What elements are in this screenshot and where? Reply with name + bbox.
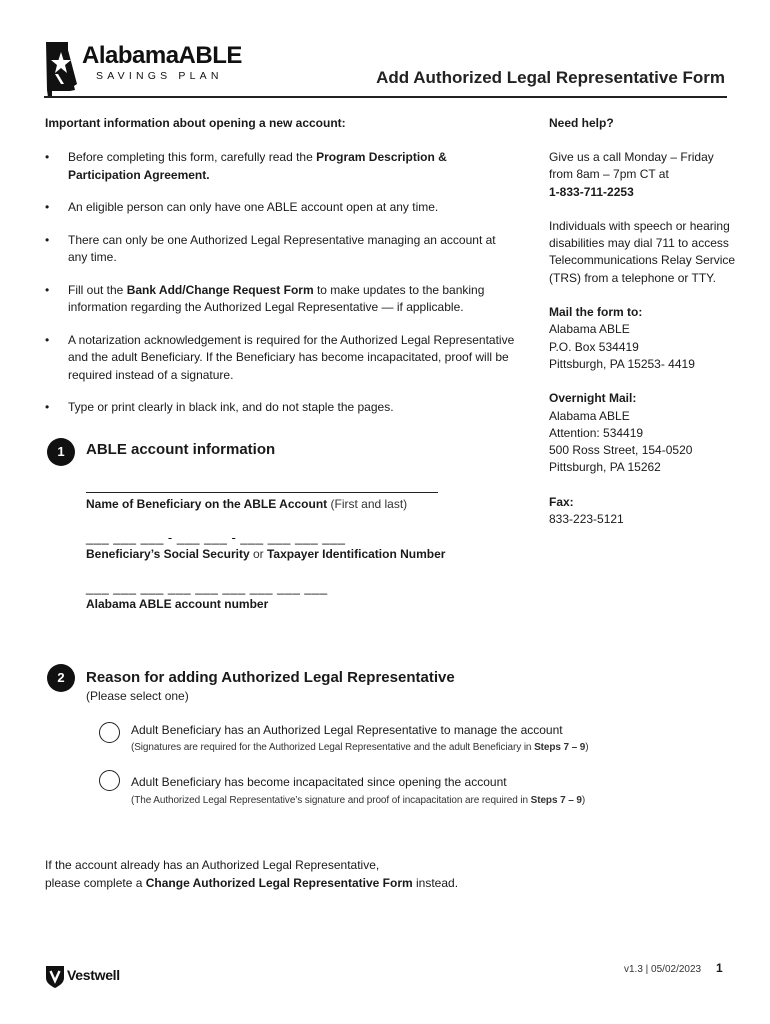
overnight-line: 500 Ross Street, 154-0520 <box>549 443 693 458</box>
change-form-note <box>45 856 458 892</box>
help-phone[interactable]: 1-833-711-2253 <box>549 184 634 199</box>
mail-line: Pittsburgh, PA 15253- 4419 <box>549 356 695 371</box>
beneficiary-name-hint: (First and last) <box>330 497 408 511</box>
ssn-label <box>86 547 445 561</box>
section-2-title: Reason for adding Authorized Legal Representative <box>86 669 455 686</box>
bullet-text: Type or print clearly in black ink, and do not staple the pages. <box>68 400 394 414</box>
reason-option-2-radio[interactable] <box>99 770 120 791</box>
intro-heading: Important information about opening a new account: <box>45 116 346 130</box>
overnight-line: Alabama ABLE <box>549 408 630 423</box>
beneficiary-name-field[interactable] <box>86 492 438 493</box>
change-form-note-text: please complete a <box>45 876 146 890</box>
mail-line: P.O. Box 534419 <box>549 339 639 354</box>
section-2-number: 2 <box>47 664 75 692</box>
option-note-steps: Steps 7 – 9 <box>534 742 586 753</box>
ssn-label-or: or <box>249 547 267 561</box>
change-form-link[interactable]: Change Authorized Legal Representative Form <box>145 876 413 890</box>
option-note-text: ) <box>585 742 589 753</box>
reason-option-2-note <box>131 795 585 806</box>
help-fax-block <box>549 494 739 529</box>
vestwell-wordmark: Vestwell <box>67 967 120 983</box>
fax-number: 833-223-5121 <box>549 512 624 527</box>
bullet-dot-icon: • <box>45 200 50 214</box>
alabama-able-logo <box>44 40 244 100</box>
logo-title: AlabamaABLE <box>82 42 242 69</box>
reason-option-2-label[interactable]: Adult Beneficiary has become incapacitated since opening the account <box>131 775 507 789</box>
help-relay-text: Individuals with speech or hearing disabilities may dial 711 to access Telecommunications Relay Service (TRS) from a telephone or TTY. <box>549 218 736 285</box>
change-form-note-text: instead. <box>412 876 459 890</box>
overnight-line: Attention: 534419 <box>549 425 644 440</box>
help-sidebar <box>549 149 739 545</box>
reason-option-1-label[interactable]: Adult Beneficiary has an Authorized Legal Representative to manage the account <box>131 723 563 737</box>
intro-bullet <box>45 282 515 317</box>
alabama-state-star-icon <box>44 40 78 98</box>
reason-option-1-note <box>131 742 588 753</box>
page-number: 1 <box>716 961 723 975</box>
change-form-note-line1: If the account already has an Authorized Legal Representative, <box>45 858 380 872</box>
version-date: v1.3 | 05/02/2023 <box>624 964 702 975</box>
reason-option-1-radio[interactable] <box>99 722 120 743</box>
form-title: Add Authorized Legal Representative Form <box>376 68 725 87</box>
mail-heading: Mail the form to: <box>549 305 643 320</box>
bullet-text: There can only be one Authorized Legal Representative managing an account at any time. <box>68 232 496 264</box>
mail-line: Alabama ABLE <box>549 322 630 337</box>
logo-subtitle: SAVINGS PLAN <box>96 70 223 82</box>
bullet-text: Fill out the <box>68 282 127 297</box>
vestwell-shield-icon <box>45 965 65 989</box>
option-note-text: ) <box>581 795 586 806</box>
beneficiary-name-label <box>86 497 407 511</box>
bank-form-link[interactable]: Bank Add/Change Request Form <box>126 282 314 297</box>
help-call-block <box>549 149 739 201</box>
beneficiary-name-label-text: Name of Beneficiary on the ABLE Account <box>86 497 328 511</box>
option-note-steps: Steps 7 – 9 <box>530 795 582 806</box>
help-overnight-block <box>549 390 739 476</box>
help-heading: Need help? <box>549 116 614 130</box>
intro-bullet-list <box>45 149 515 432</box>
bullet-dot-icon: • <box>45 332 50 347</box>
bullet-dot-icon: • <box>45 400 50 414</box>
overnight-line: Pittsburgh, PA 15262 <box>549 460 661 475</box>
intro-bullet <box>45 332 515 385</box>
bullet-dot-icon: • <box>45 282 50 297</box>
bullet-text: A notarization acknowledgement is required for the Authorized Legal Representative and the adult Beneficiary. If the Beneficiary has become incapacitated, proof will be required instead of a signature. <box>68 332 515 382</box>
bullet-dot-icon: • <box>45 232 50 247</box>
account-number-label: Alabama ABLE account number <box>86 597 269 611</box>
account-number-field[interactable]: ___ ___ ___ ___ ___ ___ ___ ___ ___ <box>86 580 328 595</box>
bullet-dot-icon: • <box>45 150 50 164</box>
fax-heading: Fax: <box>549 494 574 509</box>
intro-bullet <box>45 149 515 184</box>
intro-bullet <box>45 399 515 417</box>
ssn-label-text: Beneficiary’s Social Security <box>86 547 250 561</box>
option-note-text: (Signatures are required for the Authorized Legal Representative and the adult Beneficiary in <box>131 742 535 753</box>
help-mail-block <box>549 304 739 373</box>
help-call-text: Give us a call Monday – Friday from 8am – 7pm CT at <box>549 150 714 182</box>
intro-bullet <box>45 199 515 217</box>
bullet-text: to make updates to the banking information regarding the Authorized Legal Representative — if applicable. <box>68 282 485 314</box>
bullet-bold-text: Program Description & Participation Agreement. <box>68 150 447 182</box>
ssn-field[interactable]: ___ ___ ___ - ___ ___ - ___ ___ ___ ___ <box>86 530 346 545</box>
intro-bullet <box>45 232 515 267</box>
overnight-heading: Overnight Mail: <box>549 391 637 406</box>
tin-label-text: Taxpayer Identification Number <box>266 547 446 561</box>
section-1-title: ABLE account information <box>86 441 276 458</box>
section-2-subtitle: (Please select one) <box>86 689 189 703</box>
bullet-text: An eligible person can only have one ABLE account open at any time. <box>68 200 439 214</box>
section-1-number: 1 <box>47 438 75 466</box>
header-divider <box>44 96 727 98</box>
option-note-text: (The Authorized Legal Representative’s signature and proof of incapacitation are required in <box>131 795 531 806</box>
bullet-text: Before completing this form, carefully read the <box>68 150 317 164</box>
